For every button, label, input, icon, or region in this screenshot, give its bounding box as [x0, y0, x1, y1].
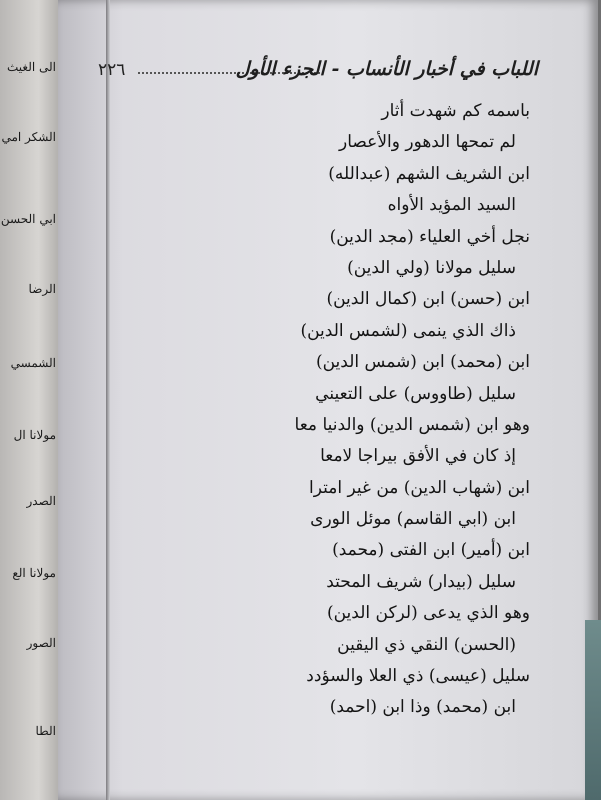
left-page-fragment: الرضا: [28, 282, 56, 296]
verse-line: نجل أخي العلياء (مجد الدين): [329, 226, 530, 247]
verse-line: (الحسن) النقي ذي اليقين: [337, 634, 516, 655]
verse-line: سليل (طاووس) على التعيني: [315, 383, 516, 404]
verse-line: ابن (محمد) وذا ابن (احمد): [329, 697, 516, 718]
verse-line: ابن الشريف الشهم (عبدالله): [328, 163, 530, 184]
verse-line: ابن (حسن) ابن (كمال الدين): [326, 289, 530, 310]
verse-line: وهو الذي يدعى (لركن الدين): [326, 603, 530, 624]
left-page-fragment: الشكر امي: [1, 130, 56, 144]
verse-line: ابن (شهاب الدين) من غير امترا: [309, 477, 530, 498]
verse-line: ابن (أمير) ابن الفتى (محمد): [332, 540, 530, 561]
page-header: [98, 58, 538, 88]
left-page-fragment: الشمسي: [10, 356, 56, 370]
left-page: [0, 0, 64, 800]
verse-line: ذاك الذي ينمى (لشمس الدين): [300, 320, 516, 341]
verse-line: إذ كان في الأفق بيراجا لامعا: [320, 446, 516, 467]
verse-line: لم تمحها الدهور والأعصار: [339, 132, 516, 153]
verse-line: باسمه كم شهدت أثار: [381, 101, 530, 121]
left-page-fragment: الصدر: [26, 494, 56, 508]
verse-line: وهو ابن (شمس الدين) والدنيا معا: [294, 414, 530, 435]
background-fabric: [585, 620, 601, 800]
left-page-fragment: مولانا الع: [12, 566, 56, 580]
verse-line: سليل (عيسى) ذي العلا والسؤدد: [306, 666, 530, 687]
poem: [80, 96, 530, 724]
verse-line: السيد المؤيد الأواه: [387, 195, 516, 216]
left-page-fragment: ابي الحسن: [0, 212, 56, 226]
left-page-fragment: الصور: [26, 636, 56, 650]
verse-line: سليل (بيدار) شريف المحتد: [326, 571, 516, 592]
left-page-fragment: مولانا ال: [13, 428, 56, 442]
left-page-fragment: الى الغيث: [7, 60, 56, 74]
page-number: ٢٢٦: [98, 60, 126, 80]
running-head: اللباب في أخبار الأنساب - الجزء الأول: [235, 58, 538, 80]
verse-line: ابن (ابي القاسم) موئل الورى: [310, 509, 516, 530]
left-page-fragment: الطا: [35, 724, 56, 738]
verse-line: سليل مولانا (ولي الدين): [347, 257, 516, 278]
verse-line: ابن (محمد) ابن (شمس الدين): [315, 352, 530, 373]
